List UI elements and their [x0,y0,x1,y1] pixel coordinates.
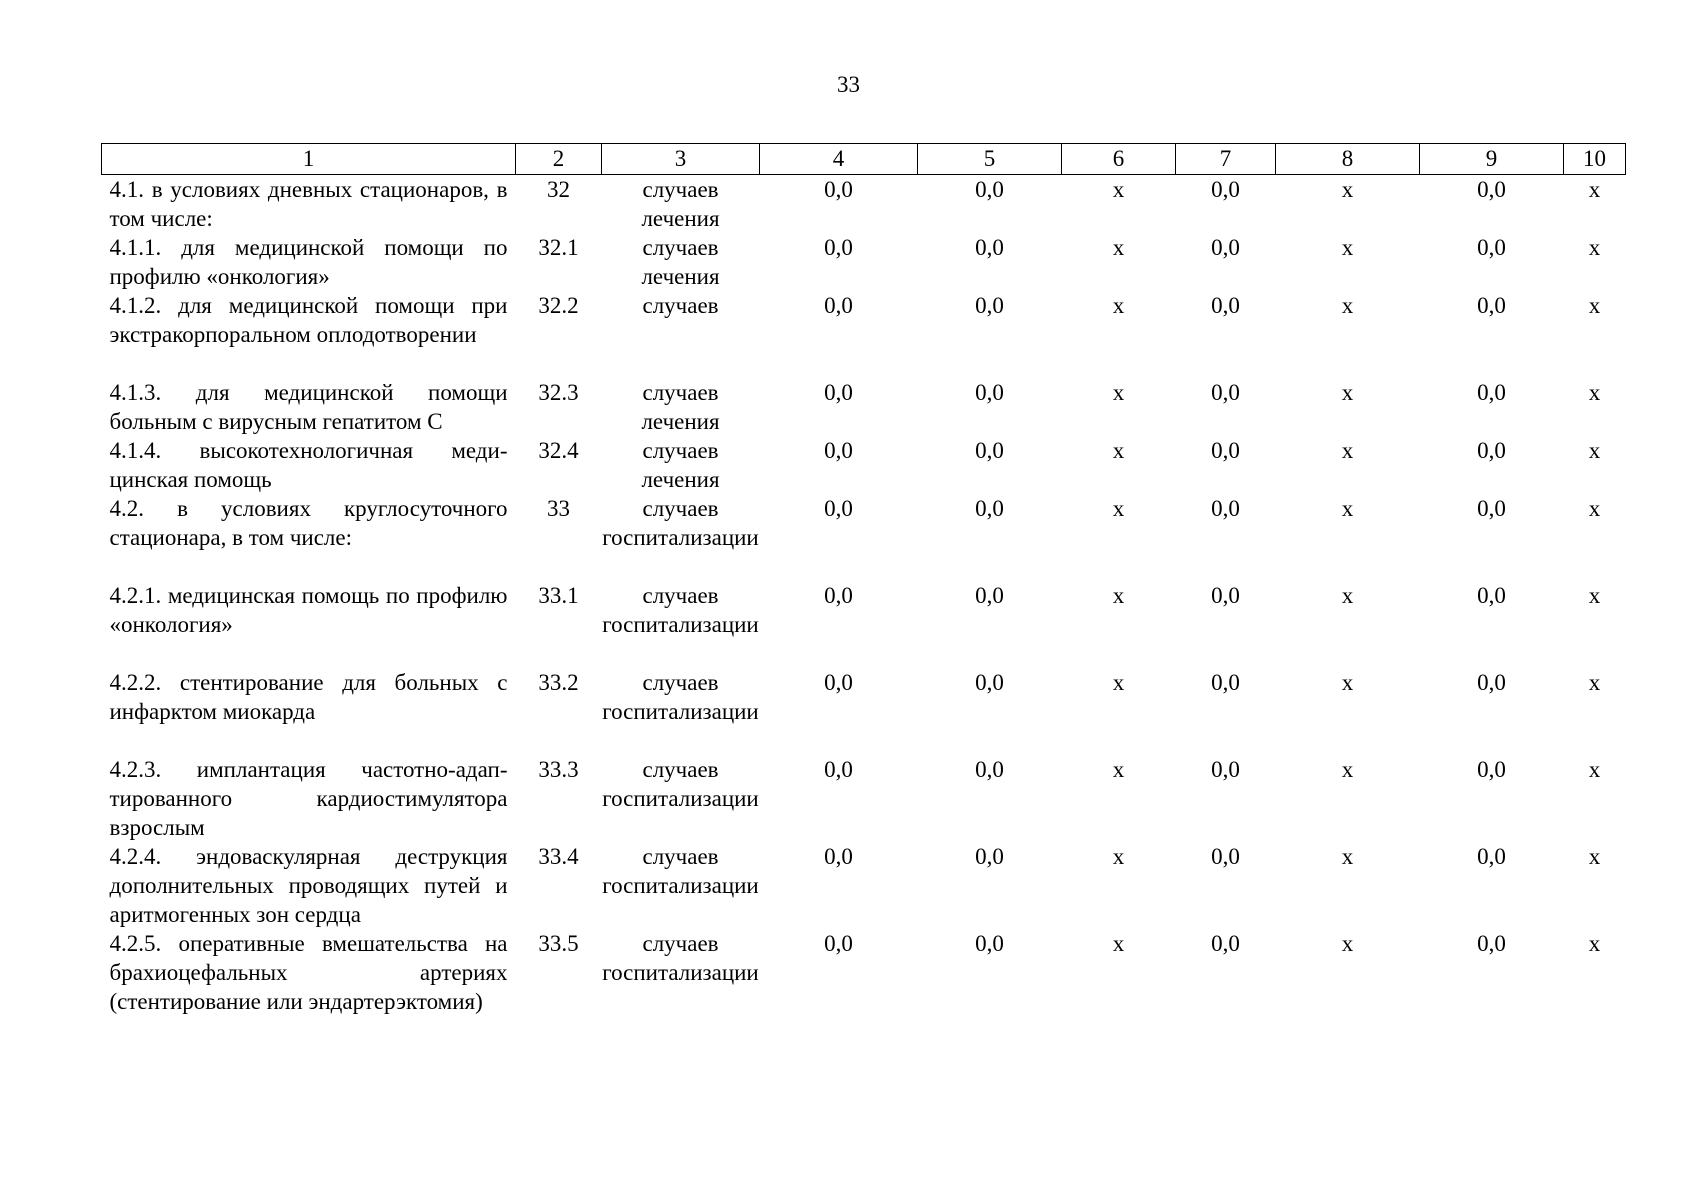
col-header-8: 8 [1276,144,1420,175]
cell-col10: x [1588,177,1601,202]
cell-col9: 0,0 [1477,757,1506,782]
cell-col7: 0,0 [1211,293,1240,318]
cell-col8: x [1341,438,1354,463]
cell-col4: 0,0 [824,380,853,405]
cell-col5: 0,0 [975,235,1004,260]
row-code: 32.3 [538,380,579,405]
cell-col10: x [1588,670,1601,695]
cell-col8: x [1341,757,1354,782]
cell-col4: 0,0 [824,235,853,260]
cell-col5: 0,0 [975,380,1004,405]
cell-col10: x [1588,931,1601,956]
row-unit: случаев госпитализации [602,844,759,898]
cell-col4: 0,0 [824,438,853,463]
table-row [102,175,1626,234]
table-row [102,233,1626,291]
cell-col7: 0,0 [1211,177,1240,202]
row-unit: случаев госпитализации [602,931,759,985]
cell-col5: 0,0 [975,583,1004,608]
row-code: 33.4 [538,844,579,869]
cell-col5: 0,0 [975,496,1004,521]
page-number: 33 [837,72,860,97]
cell-col8: x [1341,235,1354,260]
cell-col6: x [1112,757,1125,782]
table-row [102,494,1626,581]
cell-col7: 0,0 [1211,583,1240,608]
cell-col6: x [1112,235,1125,260]
cell-col4: 0,0 [824,670,853,695]
cell-col5: 0,0 [975,670,1004,695]
col-header-6: 6 [1062,144,1176,175]
cell-col9: 0,0 [1477,177,1506,202]
cell-col4: 0,0 [824,496,853,521]
row-unit: случаев лечения [641,380,720,434]
col-header-4: 4 [760,144,918,175]
cell-col10: x [1588,496,1601,521]
cell-col8: x [1341,670,1354,695]
table-row [102,378,1626,436]
row-name: 4.2.5. оперативные вмешательства на брахиоцефальных артериях (стентирование или эндартерэктомия) [109,931,508,1014]
row-unit: случаев лечения [641,438,720,492]
table-row [102,581,1626,668]
cell-col8: x [1341,844,1354,869]
cell-col6: x [1112,670,1125,695]
cell-col4: 0,0 [824,931,853,956]
table-row [102,842,1626,929]
row-name: 4.2.1. медицинская помощь по профилю «онкология» [109,583,508,637]
table-row [102,668,1626,755]
row-unit: случаев лечения [641,235,720,289]
row-unit: случаев [642,293,719,318]
cell-col10: x [1588,844,1601,869]
row-code: 33.3 [538,757,579,782]
data-table [101,143,1626,1045]
row-code: 33.1 [538,583,579,608]
row-unit: случаев госпитализации [602,496,759,550]
cell-col9: 0,0 [1477,670,1506,695]
table-row [102,755,1626,842]
cell-col10: x [1588,583,1601,608]
cell-col6: x [1112,583,1125,608]
cell-col9: 0,0 [1477,293,1506,318]
cell-col8: x [1341,583,1354,608]
cell-col7: 0,0 [1211,931,1240,956]
cell-col9: 0,0 [1477,931,1506,956]
table-row [102,291,1626,378]
row-code: 32.2 [538,293,579,318]
cell-col5: 0,0 [975,931,1004,956]
cell-col7: 0,0 [1211,670,1240,695]
cell-col4: 0,0 [824,583,853,608]
cell-col4: 0,0 [824,177,853,202]
row-name: 4.1.2. для медицинской помощи при экстракорпоральном оплодотворении [109,293,508,347]
table-body [102,175,1626,1046]
row-code: 32.1 [538,235,579,260]
cell-col5: 0,0 [975,438,1004,463]
cell-col8: x [1341,293,1354,318]
row-code: 32 [547,177,570,202]
header-row [102,144,1626,175]
cell-col7: 0,0 [1211,380,1240,405]
cell-col10: x [1588,293,1601,318]
row-name: 4.2. в условиях круглосуточного стационара, в том числе: [109,496,508,550]
cell-col4: 0,0 [824,293,853,318]
col-header-9: 9 [1420,144,1564,175]
col-header-2: 2 [516,144,602,175]
cell-col10: x [1588,235,1601,260]
cell-col6: x [1112,177,1125,202]
cell-col8: x [1341,496,1354,521]
col-header-1: 1 [102,144,516,175]
row-name: 4.1.1. для медицинской помощи по профилю «онкология» [109,235,508,289]
row-name: 4.2.4. эндоваскулярная деструкция дополнительных проводящих путей и аритмогенных зон сердца [109,844,508,927]
row-unit: случаев госпитализации [602,757,759,811]
cell-col5: 0,0 [975,177,1004,202]
cell-col7: 0,0 [1211,757,1240,782]
cell-col6: x [1112,931,1125,956]
row-code: 32.4 [538,438,579,463]
col-header-7: 7 [1176,144,1276,175]
col-header-3: 3 [602,144,760,175]
cell-col7: 0,0 [1211,496,1240,521]
cell-col5: 0,0 [975,293,1004,318]
table-row [102,436,1626,494]
cell-col7: 0,0 [1211,438,1240,463]
col-header-10: 10 [1564,144,1626,175]
cell-col7: 0,0 [1211,844,1240,869]
cell-col6: x [1112,380,1125,405]
cell-col9: 0,0 [1477,438,1506,463]
row-unit: случаев лечения [641,177,720,231]
row-code: 33 [547,496,570,521]
row-name: 4.1. в условиях дневных стационаров, в том числе: [109,177,508,231]
table-row [102,929,1626,1045]
cell-col9: 0,0 [1477,583,1506,608]
cell-col6: x [1112,293,1125,318]
cell-col8: x [1341,931,1354,956]
cell-col6: x [1112,844,1125,869]
row-name: 4.2.3. имплантация частотно-адаптированного кардиостимулятора взрослым [109,757,508,840]
cell-col4: 0,0 [824,844,853,869]
row-unit: случаев госпитализации [602,583,759,637]
row-code: 33.2 [538,670,579,695]
cell-col8: x [1341,177,1354,202]
row-unit: случаев госпитализации [602,670,759,724]
cell-col5: 0,0 [975,757,1004,782]
cell-col6: x [1112,438,1125,463]
cell-col10: x [1588,757,1601,782]
cell-col9: 0,0 [1477,380,1506,405]
row-code: 33.5 [538,931,579,956]
cell-col10: x [1588,380,1601,405]
cell-col4: 0,0 [824,757,853,782]
cell-col6: x [1112,496,1125,521]
cell-col7: 0,0 [1211,235,1240,260]
cell-col9: 0,0 [1477,496,1506,521]
cell-col5: 0,0 [975,844,1004,869]
col-header-5: 5 [918,144,1062,175]
cell-col9: 0,0 [1477,844,1506,869]
row-name: 4.1.4. высокотехнологичная медицинская помощь [109,438,508,492]
cell-col10: x [1588,438,1601,463]
cell-col8: x [1341,380,1354,405]
row-name: 4.1.3. для медицинской помощи больным с вирусным гепатитом С [109,380,508,434]
row-name: 4.2.2. стентирование для больных с инфарктом миокарда [109,670,508,724]
cell-col9: 0,0 [1477,235,1506,260]
